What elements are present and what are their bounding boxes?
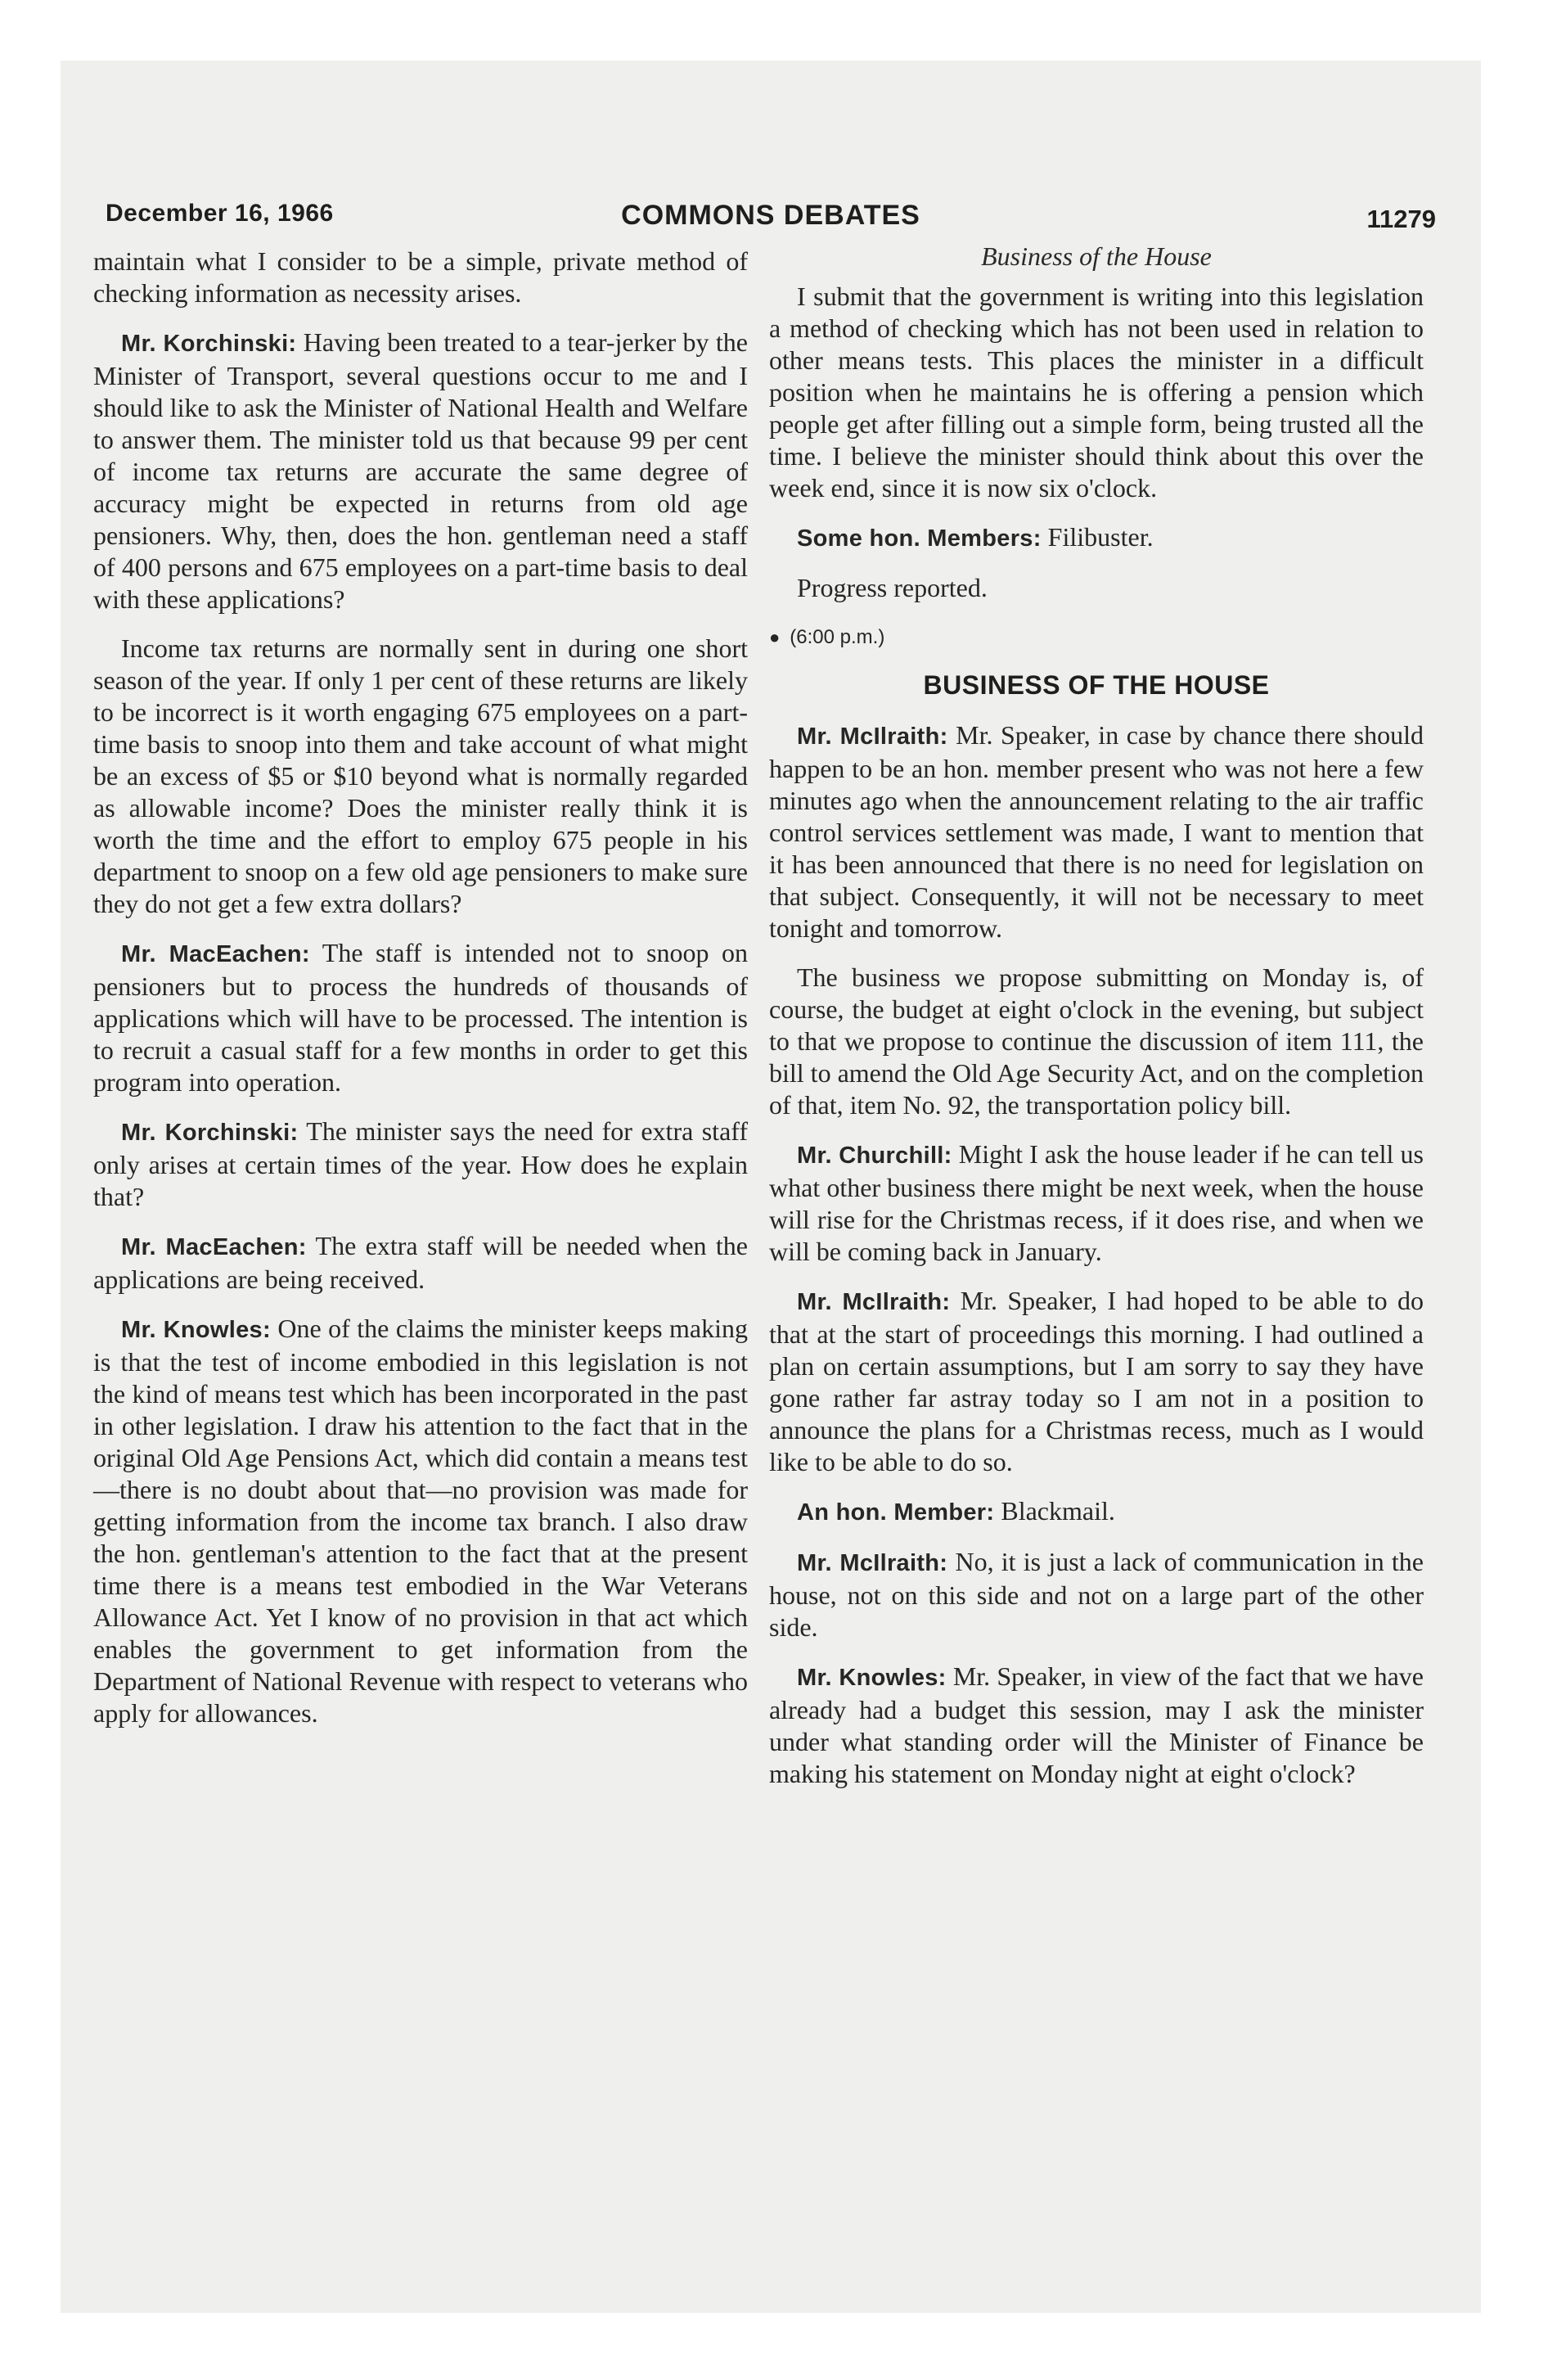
speech-text: Filibuster. [1041,522,1154,552]
speech-text: Mr. Speaker, in view of the fact that we have already had a budget this session, may I ask the minister under what standing order will the Minister of Finance be making his statement on Monday night at eight o'clock? [769,1661,1424,1788]
speech-paragraph [93,1116,748,1213]
speech-text: The extra staff will be needed when the applications are being received. [93,1231,749,1294]
speech-paragraph [93,937,748,1098]
section-heading: BUSINESS OF THE HOUSE [923,670,1270,700]
paragraph: maintain what I consider to be a simple, private method of checking information as necessity arises. [93,246,748,308]
speaker-name: Mr. Korchinski: [121,1120,299,1146]
speaker-name: Mr. Knowles: [121,1317,271,1343]
speaker-name: Mr. McIlraith: [797,1289,951,1315]
left-column [93,246,748,1747]
speaker-name: Mr. McIlraith: [797,1550,948,1576]
speaker-name: Some hon. Members: [797,525,1042,552]
right-column [769,241,1424,1807]
running-head: Business of the House [981,241,1212,271]
page-header [106,200,1436,241]
header-page-number: 11279 [1366,205,1436,233]
speech-paragraph [769,1495,1424,1529]
time-stamp [769,621,1424,653]
paragraph: Progress reported. [797,573,988,602]
speech-text: One of the claims the minister keeps making is that the test of income embodied in this legislation is not the kind of means test which has been incorporated in the past in other legislation. I draw his attention to the fact that in the original Old Age Pensions Act, which did contain a means test —there is no doubt about that—no provision was made for getting information from the income tax branch. I also draw the hon. gentleman's attention to the fact that at the present time there is a means test embodied in the War Veterans Allowance Act. Yet I know of no provision in that act which enables the government to get information from the Department of National Revenue with respect to veterans who apply for allowances. [93,1314,748,1728]
header-date: December 16, 1966 [106,200,334,227]
speaker-name: Mr. Korchinski: [121,331,297,357]
speech-paragraph [769,1546,1424,1643]
speech-text: Mr. Speaker, I had hoped to be able to do that at the start of proceedings this morning. I had outlined a plan on certain assumptions, but I am sorry to say they have gone rather far astray today so I am not in a position to announce the plans for a Christmas recess, much as I would like to be able to do so. [769,1286,1424,1476]
speaker-name: Mr. MacEachen: [121,941,310,967]
speaker-name: Mr. Knowles: [797,1665,947,1691]
speech-paragraph [769,719,1424,944]
speech-text: Mr. Speaker, in case by chance there should happen to be an hon. member present who was not here a few minutes ago when the announcement relating to the air traffic control services settlement was made, I want to mention that it has been announced that there is no need for legislation on that subject. Consequently, it will not be necessary to meet tonight and tomorrow. [769,720,1424,943]
speaker-name: Mr. Churchill: [797,1143,952,1169]
speech-text: The staff is intended not to snoop on pensioners but to process the hundreds of thousands of applications which will have to be processed. The intention is to recruit a casual staff for a few months in order to get this program into operation. [93,938,748,1097]
speaker-name: An hon. Member: [797,1499,995,1526]
speech-text: The minister says the need for extra staff only arises at certain times of the year. How does he explain that? [93,1116,748,1211]
speech-paragraph [93,1230,748,1296]
paragraph: Income tax returns are normally sent in during one short season of the year. If only 1 per cent of these returns are likely to be incorrect is it worth engaging 675 employees on a part-time basis to snoop into them and take account of what might be an excess of $5 or $10 beyond what is normally regarded as allowable income? Does the minister really think it is worth the time and the effort to employ 675 people in his department to snoop on a few old age pensioners to make sure they do not get a few extra dollars? [93,633,748,918]
time-stamp-text: (6:00 p.m.) [790,626,885,648]
header-title: COMMONS DEBATES [621,200,920,231]
speaker-name: Mr. MacEachen: [121,1234,307,1260]
speaker-name: Mr. McIlraith: [797,723,948,750]
speech-paragraph [93,1313,748,1729]
speech-text: Blackmail. [994,1496,1115,1526]
speech-paragraph [769,521,1424,555]
speech-text: No, it is just a lack of communication in the house, not on this side and not on a large part of the other side. [769,1547,1424,1642]
speech-text: Having been treated to a tear-jerker by the Minister of Transport, several questions occur to me and I should like to ask the Minister of National Health and Welfare to answer them. The minister told us that because 99 per cent of income tax returns are accurate the same degree of accuracy might be expected in returns from old age pensioners. Why, then, does the hon. gentleman need a staff of 400 persons and 675 employees on a part-time basis to deal with these applications? [93,327,748,614]
speech-paragraph [93,327,748,615]
speech-paragraph [769,1138,1424,1268]
speech-paragraph [769,1661,1424,1790]
paragraph: I submit that the government is writing into this legislation a method of checking which has not been used in relation to other means tests. This places the minister in a difficult position when he maintains he is offering a pension which people get after filling out a simple form, being trusted all the time. I believe the minister should think about this over the week end, since it is now six o'clock. [769,282,1424,503]
paragraph: The business we propose submitting on Monday is, of course, the budget at eight o'clock in the evening, but subject to that we propose to continue the discussion of item 111, the bill to amend the Old Age Security Act, and on the completion of that, item No. 92, the transportation policy bill. [769,962,1424,1120]
bullet-icon: ● [769,627,781,647]
speech-text: Might I ask the house leader if he can tell us what other business there might be next week, when the house will rise for the Christmas recess, if it does rise, and when we will be coming back in January. [769,1139,1424,1266]
speech-paragraph [769,1285,1424,1478]
document-page [61,61,1481,2313]
